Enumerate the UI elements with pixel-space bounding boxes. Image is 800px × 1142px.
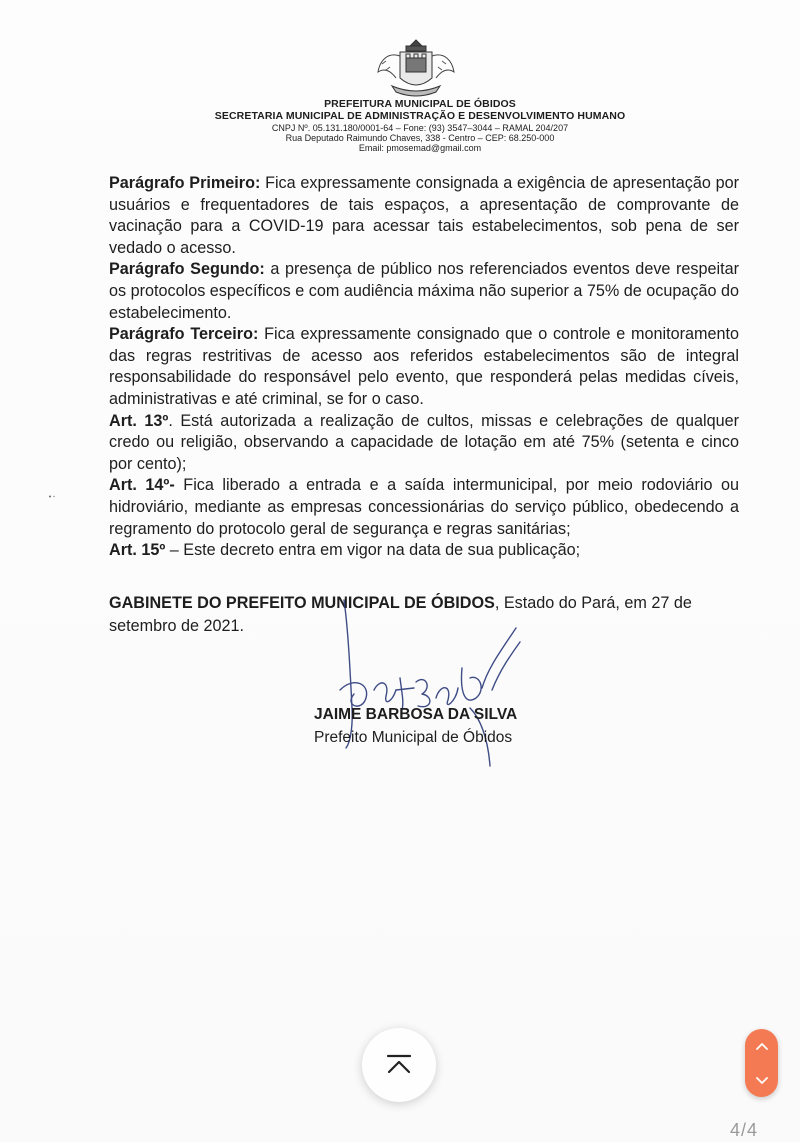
chevron-up-bar-icon (385, 1054, 413, 1076)
letterhead-email: Email: pmosemad@gmail.com (358, 142, 482, 153)
chevron-up-icon (755, 1042, 769, 1051)
letterhead-city-hall: PREFEITURA MUNICIPAL DE ÓBIDOS (324, 98, 516, 110)
paragraph-text: a presença de público nos referenciados eventos deve respeitar os protocolos específicos e com audiência máxima não superior a 75% de ocupação do estabelecimento. (109, 260, 739, 322)
letterhead-cnpj: CNPJ Nº. 05.131.180/0001-64 – Fone: (93) 3547–3044 – RAMAL 204/207 (271, 122, 569, 133)
coat-of-arms-logo (370, 38, 462, 102)
letterhead-address: Rua Deputado Raimundo Chaves, 338 - Centro – CEP: 68.250-000 (285, 132, 555, 143)
closing-lead: GABINETE DO PREFEITO MUNICIPAL DE ÓBIDOS (109, 594, 495, 612)
paragraph-text: Fica expressamente consignado que o controle e monitoramento das regras restritivas de acesso aos referidos estabelecimentos são de integral responsabilidade do responsável pelo evento, que responderá pelas medidas cíveis, administrativas e até criminal, se for o caso. (109, 325, 739, 408)
paragraph-segundo (109, 259, 739, 324)
article-lead: Art. 14º- (109, 476, 175, 495)
signer-block (314, 703, 554, 749)
page-navigation-pill (745, 1029, 778, 1097)
paragraph-lead: Parágrafo Primeiro: (109, 174, 261, 192)
chevron-down-icon (755, 1076, 769, 1085)
scan-speck (48, 495, 56, 498)
signer-name: JAIME BARBOSA DA SILVA (314, 706, 518, 723)
next-page-button[interactable] (745, 1063, 778, 1097)
decree-body (109, 173, 739, 562)
article-15 (109, 540, 739, 562)
paragraph-terceiro (109, 324, 739, 410)
paragraph-lead: Parágrafo Terceiro: (109, 325, 259, 344)
page-counter: 4/4 (730, 1120, 759, 1140)
article-text: . Está autorizada a realização de cultos, missas e celebrações de qualquer credo ou religião, observando a capacidade de lotação em até 75% (setenta e cinco por cento); (109, 411, 739, 473)
signer-title: Prefeito Municipal de Óbidos (314, 729, 513, 746)
closing-text: , Estado do Pará, em 27 de setembro de 2021. (109, 594, 692, 635)
paragraph-lead: Parágrafo Segundo: (109, 260, 265, 279)
article-text: Fica liberado a entrada e a saída intermunicipal, por meio rodoviário ou hidroviário, mediante as empresas concessionárias do serviço público, obedecendo a regramento do protocolo geral de segurança e regras sanitárias; (109, 476, 740, 538)
scroll-to-top-button[interactable] (362, 1028, 436, 1102)
article-lead: Art. 13º (109, 411, 169, 430)
previous-page-button[interactable] (745, 1029, 778, 1063)
article-lead: Art. 15º (109, 541, 166, 560)
article-13 (109, 411, 739, 476)
paragraph-text: Fica expressamente consignada a exigência de apresentação por usuários e frequentadores de tais espaços, a apresentação de comprovante de vacinação para a COVID-19 para acessar tais estabelecimentos, sob pena de ser vedado o acesso. (109, 174, 739, 257)
letterhead-secretariat: SECRETARIA MUNICIPAL DE ADMINISTRAÇÃO E DESENVOLVIMENTO HUMANO (214, 109, 626, 122)
article-14 (109, 475, 739, 540)
article-text: – Este decreto entra em vigor na data de sua publicação; (165, 541, 581, 560)
letterhead (180, 99, 660, 153)
paragraph-primeiro (109, 173, 739, 259)
